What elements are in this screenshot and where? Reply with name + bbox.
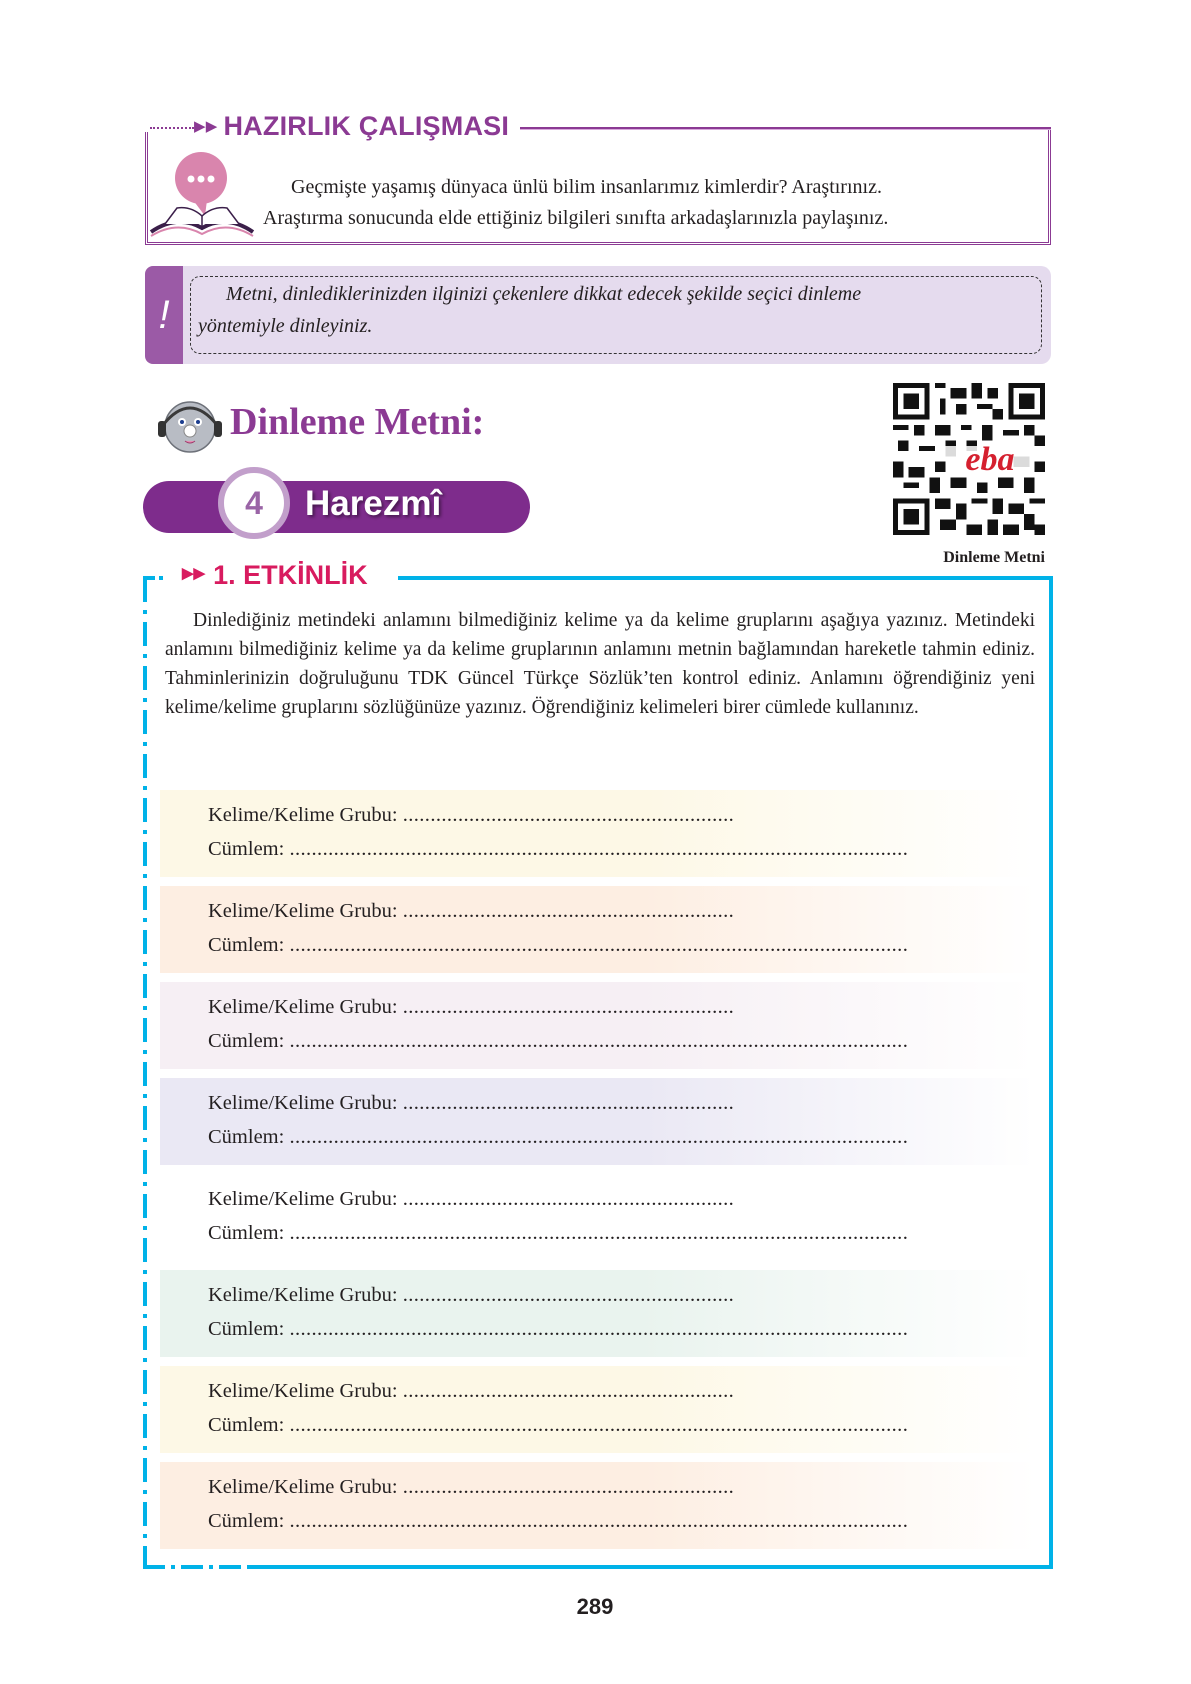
answer-row-8[interactable] xyxy=(160,1462,1035,1549)
preparation-dotted-line xyxy=(150,127,194,129)
double-arrow-icon: ▶▶ xyxy=(182,565,206,582)
word-field[interactable] xyxy=(208,1188,734,1211)
sentence-field[interactable] xyxy=(208,934,908,957)
sentence-field[interactable] xyxy=(208,1414,908,1437)
sentence-blank[interactable]: ................................................................................................................ xyxy=(289,1222,909,1244)
word-label: Kelime/Kelime Grubu: xyxy=(208,996,398,1018)
activity-title-text: 1. ETKİNLİK xyxy=(213,560,368,590)
activity-frame-right xyxy=(1049,576,1053,1569)
activity-paragraph: Dinlediğiniz metindeki anlamını bilmediğiniz kelime ya da kelime gruplarını aşağıya yazınız. Metindeki anlamını bilmediğiniz kelime ya da kelime gruplarının anlamını metnin bağlamından hareketle tahmin ediniz. Tahminlerinizin doğruluğunu TDK Güncel Türkçe Sözlük’ten kontrol ediniz. Anlamını öğrendiğiniz yeni kelime/kelime gruplarını sözlüğünüze yazınız. Öğrendiğiniz kelimeleri birer cümlede kullanınız. xyxy=(165,610,1035,718)
sentence-field[interactable] xyxy=(208,1318,908,1341)
qr-caption: Dinleme Metni xyxy=(943,549,1045,566)
text-number-badge: 4 xyxy=(218,467,290,539)
speech-bubble-book-icon xyxy=(147,150,257,240)
word-blank[interactable]: ............................................................ xyxy=(402,1476,735,1498)
exclamation-icon: ! xyxy=(145,266,183,364)
sentence-blank[interactable]: ................................................................................................................ xyxy=(289,838,909,860)
word-field[interactable] xyxy=(208,996,734,1019)
note-text xyxy=(198,278,1033,342)
sentence-blank[interactable]: ................................................................................................................ xyxy=(289,1030,909,1052)
sentence-label: Cümlem: xyxy=(208,1318,285,1340)
sentence-blank[interactable]: ................................................................................................................ xyxy=(289,934,909,956)
preparation-line-1: Geçmişte yaşamış dünyaca ünlü bilim insanlarımız kimlerdir? Araştırınız. xyxy=(291,176,882,198)
activity-frame-bottom xyxy=(247,1565,1053,1569)
sentence-blank[interactable]: ................................................................................................................ xyxy=(289,1126,909,1148)
word-blank[interactable]: ............................................................ xyxy=(402,1380,735,1402)
sentence-field[interactable] xyxy=(208,1030,908,1053)
answer-row-4[interactable] xyxy=(160,1078,1035,1165)
preparation-text xyxy=(263,172,1035,234)
word-label: Kelime/Kelime Grubu: xyxy=(208,804,398,826)
sentence-field[interactable] xyxy=(208,1126,908,1149)
preparation-title xyxy=(194,111,509,142)
cd-headphones-icon xyxy=(155,395,225,455)
note-line-2: yöntemiyle dinleyiniz. xyxy=(198,315,373,337)
word-field[interactable] xyxy=(208,900,734,923)
sentence-label: Cümlem: xyxy=(208,1222,285,1244)
note-line-1: Metni, dinlediklerinizden ilginizi çekenlere dikkat edecek şekilde seçici dinleme xyxy=(226,283,862,305)
sentence-label: Cümlem: xyxy=(208,934,285,956)
word-blank[interactable]: ............................................................ xyxy=(402,900,735,922)
sentence-blank[interactable]: ................................................................................................................ xyxy=(289,1510,909,1532)
word-field[interactable] xyxy=(208,1092,734,1115)
word-label: Kelime/Kelime Grubu: xyxy=(208,900,398,922)
sentence-field[interactable] xyxy=(208,1222,908,1245)
listening-text-heading: Dinleme Metni: xyxy=(230,401,485,443)
word-label: Kelime/Kelime Grubu: xyxy=(208,1284,398,1306)
qr-code[interactable] xyxy=(893,383,1045,535)
word-field[interactable] xyxy=(208,1284,734,1307)
answer-row-2[interactable] xyxy=(160,886,1035,973)
word-blank[interactable]: ............................................................ xyxy=(402,1284,735,1306)
sentence-blank[interactable]: ................................................................................................................ xyxy=(289,1414,909,1436)
word-blank[interactable]: ............................................................ xyxy=(402,804,735,826)
sentence-field[interactable] xyxy=(208,838,908,861)
answer-row-1[interactable] xyxy=(160,790,1035,877)
word-label: Kelime/Kelime Grubu: xyxy=(208,1476,398,1498)
word-blank[interactable]: ............................................................ xyxy=(402,1092,735,1114)
sentence-label: Cümlem: xyxy=(208,1030,285,1052)
word-label: Kelime/Kelime Grubu: xyxy=(208,1188,398,1210)
activity-title xyxy=(182,560,368,591)
sentence-label: Cümlem: xyxy=(208,1510,285,1532)
word-blank[interactable]: ............................................................ xyxy=(402,1188,735,1210)
activity-frame-bottom-dashed xyxy=(143,1565,247,1569)
page-number: 289 xyxy=(576,1594,614,1619)
answer-row-3[interactable] xyxy=(160,982,1035,1069)
answer-row-5[interactable] xyxy=(160,1174,1035,1261)
activity-frame-top xyxy=(398,576,1053,580)
word-label: Kelime/Kelime Grubu: xyxy=(208,1380,398,1402)
sentence-blank[interactable]: ................................................................................................................ xyxy=(289,1318,909,1340)
activity-instructions xyxy=(165,606,1035,722)
word-field[interactable] xyxy=(208,1380,734,1403)
sentence-field[interactable] xyxy=(208,1510,908,1533)
sentence-label: Cümlem: xyxy=(208,1414,285,1436)
sentence-label: Cümlem: xyxy=(208,1126,285,1148)
answer-row-6[interactable] xyxy=(160,1270,1035,1357)
text-title: Harezmî xyxy=(305,484,442,523)
preparation-line-2: Araştırma sonucunda elde ettiğiniz bilgileri sınıfta arkadaşlarınızla paylaşınız. xyxy=(263,207,889,229)
word-field[interactable] xyxy=(208,804,734,827)
double-arrow-icon: ▶▶ xyxy=(194,118,218,135)
activity-frame-left xyxy=(143,578,147,1568)
sentence-label: Cümlem: xyxy=(208,838,285,860)
eba-logo: eba xyxy=(965,441,1015,479)
word-field[interactable] xyxy=(208,1476,734,1499)
preparation-title-text: HAZIRLIK ÇALIŞMASI xyxy=(223,111,510,141)
answer-row-7[interactable] xyxy=(160,1366,1035,1453)
word-blank[interactable]: ............................................................ xyxy=(402,996,735,1018)
word-label: Kelime/Kelime Grubu: xyxy=(208,1092,398,1114)
